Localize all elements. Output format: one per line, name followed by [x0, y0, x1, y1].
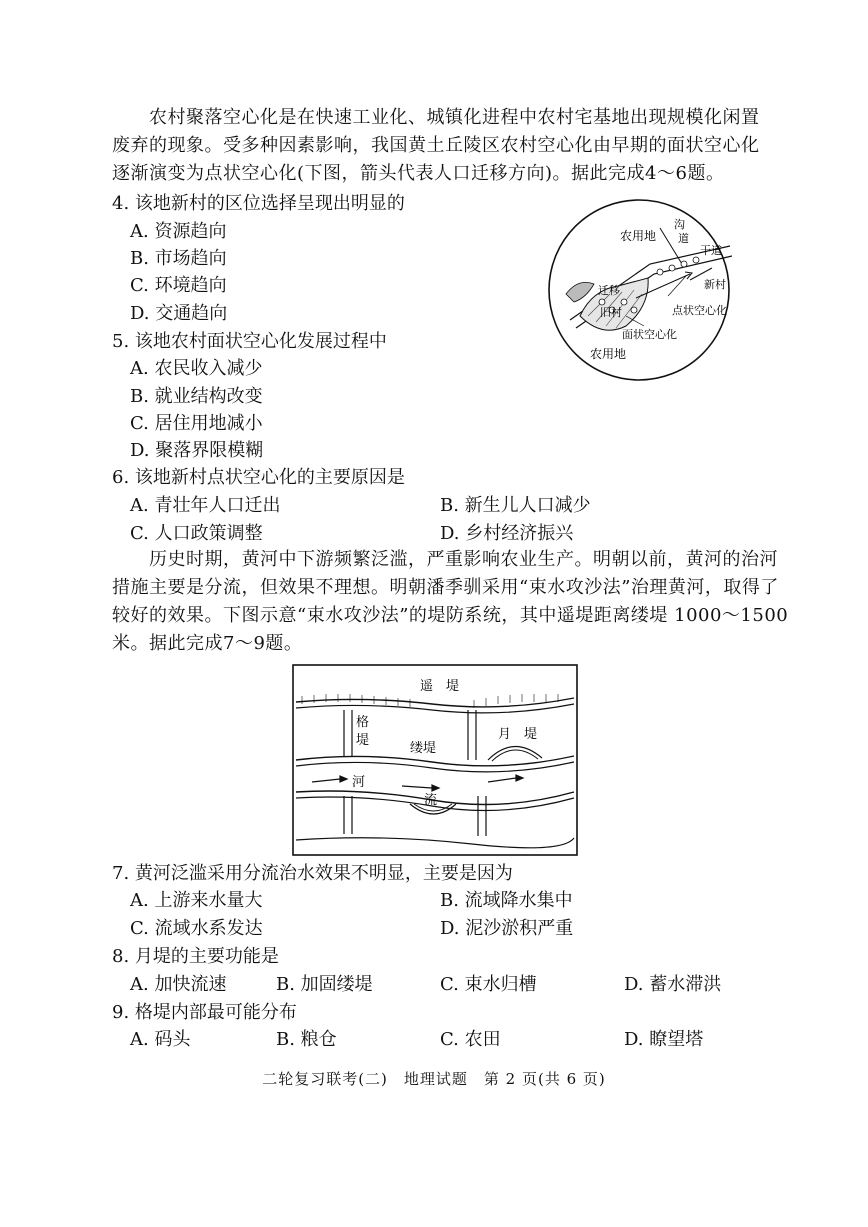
fig2-label-river-2: 流 — [424, 793, 438, 808]
intro-2-line: 历史时期，黄河中下游频繁泛滥，严重影响农业生产。明朝以前，黄河的治河 — [112, 549, 778, 570]
fig1-label-farmland-bottom: 农用地 — [590, 347, 627, 361]
intro-2-line: 措施主要是分流，但效果不理想。明朝潘季驯采用“束水攻沙法”治理黄河，取得了 — [112, 577, 779, 598]
fig1-label-farmland-top: 农用地 — [620, 229, 657, 243]
intro-paragraph-1 — [112, 104, 760, 188]
fig1-label-main-road: 干道 — [700, 244, 722, 257]
question-5-option-b: B. 就业结构改变 — [130, 386, 263, 407]
fig1-label-point-hollow: 点状空心化 — [672, 304, 727, 317]
question-4-stem: 4. 该地新村的区位选择呈现出明显的 — [112, 193, 405, 214]
fig1-label-migrate: 迁移 — [598, 284, 620, 297]
question-6-stem: 6. 该地新村点状空心化的主要原因是 — [112, 467, 405, 488]
question-4-option-a: A. 资源趋向 — [130, 221, 227, 242]
page-footer: 二轮复习联考(二) 地理试题 第 2 页(共 6 页) — [262, 1070, 606, 1088]
question-4-option-c: C. 环境趋向 — [130, 275, 227, 296]
question-8-option-c: C. 束水归槽 — [440, 974, 537, 995]
fig1-label-gully-1: 沟 — [674, 218, 685, 231]
question-5-option-a: A. 农民收入减少 — [130, 358, 263, 379]
dike-system-diagram — [292, 664, 578, 856]
fig2-label-river-1: 河 — [352, 775, 366, 790]
question-7-stem: 7. 黄河泛滥采用分流治水效果不明显，主要是因为 — [112, 863, 513, 884]
question-4-option-d: D. 交通趋向 — [130, 303, 228, 324]
question-5-option-c: C. 居住用地减小 — [130, 413, 263, 434]
question-7-option-b: B. 流域降水集中 — [440, 890, 573, 911]
fig1-label-area-hollow: 面状空心化 — [622, 328, 677, 341]
fig2-label-far-dike: 遥 堤 — [420, 679, 460, 694]
question-9-option-c: C. 农田 — [440, 1029, 501, 1050]
fig1-label-new-village: 新村 — [704, 278, 726, 291]
question-4-option-b: B. 市场趋向 — [130, 248, 227, 269]
question-8-stem: 8. 月堤的主要功能是 — [112, 946, 279, 967]
question-6-option-a: A. 青壮年人口迁出 — [130, 495, 281, 516]
fig2-label-grid-dike-1: 格 — [356, 715, 370, 730]
question-9-option-b: B. 粮仓 — [276, 1029, 337, 1050]
intro-2-line: 较好的效果。下图示意“束水攻沙法”的堤防系统，其中遥堤距离缕堤 1000～1500 — [112, 605, 789, 626]
question-5-stem: 5. 该地农村面状空心化发展过程中 — [112, 331, 387, 352]
question-5-option-d: D. 聚落界限模糊 — [130, 440, 264, 461]
intro-1-line: 废弃的现象。受多种因素影响，我国黄土丘陵区农村空心化由早期的面状空心化 — [112, 135, 760, 156]
fig2-label-thread-dike: 缕堤 — [410, 741, 437, 756]
intro-paragraph-2 — [112, 546, 789, 658]
question-8-option-a: A. 加快流速 — [130, 974, 227, 995]
intro-1-line: 逐渐演变为点状空心化(下图，箭头代表人口迁移方向)。据此完成4～6题。 — [112, 163, 725, 184]
fig1-label-old-village: 旧村 — [600, 306, 622, 319]
question-6-option-b: B. 新生儿人口减少 — [440, 495, 591, 516]
question-7-option-c: C. 流域水系发达 — [130, 918, 263, 939]
question-9-stem: 9. 格堤内部最可能分布 — [112, 1002, 297, 1023]
question-9-option-d: D. 瞭望塔 — [624, 1029, 704, 1050]
question-7-option-d: D. 泥沙淤积严重 — [440, 918, 574, 939]
village-hollowing-diagram — [540, 198, 738, 382]
question-8-option-b: B. 加固缕堤 — [276, 974, 373, 995]
fig1-label-gully-2: 道 — [678, 232, 689, 245]
fig2-label-moon-dike: 月 堤 — [498, 727, 538, 742]
fig2-label-grid-dike-2: 堤 — [356, 733, 370, 748]
question-7-option-a: A. 上游来水量大 — [130, 890, 263, 911]
intro-2-line: 米。据此完成7～9题。 — [112, 633, 303, 654]
question-8-option-d: D. 蓄水滞洪 — [624, 974, 722, 995]
question-9-option-a: A. 码头 — [130, 1029, 191, 1050]
question-6-option-d: D. 乡村经济振兴 — [440, 523, 574, 544]
question-6-option-c: C. 人口政策调整 — [130, 523, 263, 544]
intro-1-line: 农村聚落空心化是在快速工业化、城镇化进程中农村宅基地出现规模化闲置 — [112, 107, 760, 128]
